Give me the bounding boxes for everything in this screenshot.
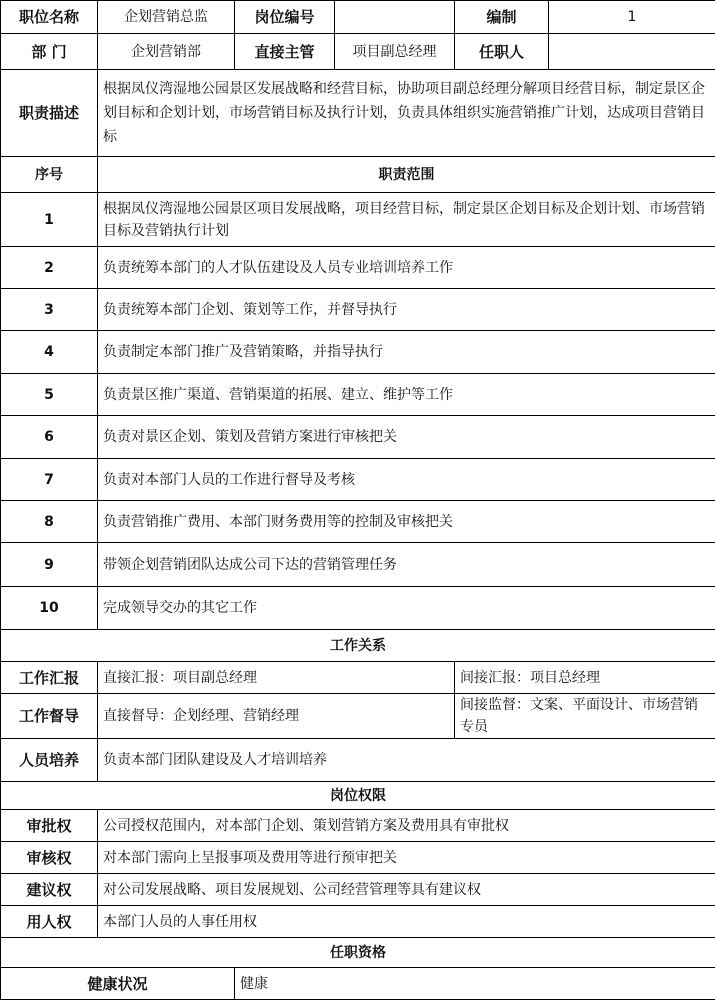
supervise-label: 工作督导: [1, 694, 98, 739]
authority-row: [1, 874, 715, 906]
duty-number: 10: [1, 587, 98, 630]
supervise-row: [1, 694, 715, 739]
training-row: [1, 739, 715, 782]
supervisor-label: 直接主管: [235, 34, 335, 70]
report-direct: 直接汇报：项目副总经理: [98, 662, 455, 694]
duty-text: 负责制定本部门推广及营销策略，并指导执行: [98, 331, 715, 374]
position-code-value: [335, 1, 455, 34]
training-text: 负责本部门团队建设及人才培训培养: [98, 739, 715, 782]
duty-text: 负责营销推广费用、本部门财务费用等的控制及审核把关: [98, 501, 715, 543]
duty-number: 9: [1, 543, 98, 587]
department-label: 部 门: [1, 34, 98, 70]
relations-title: 工作关系: [1, 630, 715, 662]
duty-row: [1, 543, 715, 587]
headcount-label: 编制: [455, 1, 549, 34]
duty-text: 负责景区推广渠道、营销渠道的拓展、建立、维护等工作: [98, 374, 715, 416]
description-row: [1, 70, 715, 157]
duty-text: 根据凤仪湾湿地公园景区项目发展战略，项目经营目标，制定景区企划目标及企划计划、市场营销目标及营销执行计划: [98, 193, 715, 247]
duty-text: 负责统筹本部门企划、策划等工作，并督导执行: [98, 289, 715, 331]
duty-number: 5: [1, 374, 98, 416]
position-name-label: 职位名称: [1, 1, 98, 34]
duties-no-header: 序号: [1, 157, 98, 193]
authority-row: [1, 842, 715, 874]
duty-text: 负责统筹本部门的人才队伍建设及人员专业培训培养工作: [98, 247, 715, 289]
duty-number: 6: [1, 416, 98, 459]
supervise-indirect: 间接监督：文案、平面设计、市场营销专员: [455, 694, 715, 739]
qualification-title: 任职资格: [1, 938, 715, 968]
supervise-direct: 直接督导：企划经理、营销经理: [98, 694, 455, 739]
duty-number: 3: [1, 289, 98, 331]
duty-row: [1, 247, 715, 289]
health-value: 健康: [235, 968, 715, 1000]
department-value: 企划营销部: [98, 34, 235, 70]
health-label: 健康状况: [1, 968, 235, 1000]
duty-row: [1, 374, 715, 416]
report-indirect: 间接汇报：项目总经理: [455, 662, 715, 694]
duty-row: [1, 501, 715, 543]
description-label: 职责描述: [1, 70, 98, 157]
position-code-label: 岗位编号: [235, 1, 335, 34]
duty-text: 带领企划营销团队达成公司下达的营销管理任务: [98, 543, 715, 587]
report-row: [1, 662, 715, 694]
duty-number: 4: [1, 331, 98, 374]
headcount-value: 1: [549, 1, 715, 34]
duty-row: [1, 459, 715, 501]
duty-row: [1, 331, 715, 374]
duty-text: 负责对本部门人员的工作进行督导及考核: [98, 459, 715, 501]
duty-text: 完成领导交办的其它工作: [98, 587, 715, 630]
duty-row: [1, 587, 715, 630]
duty-text: 负责对景区企划、策划及营销方案进行审核把关: [98, 416, 715, 459]
authority-text: 公司授权范围内，对本部门企划、策划营销方案及费用具有审批权: [98, 810, 715, 842]
duties-scope-header: 职责范围: [98, 157, 715, 193]
authority-label: 审批权: [1, 810, 98, 842]
duty-number: 8: [1, 501, 98, 543]
authority-text: 本部门人员的人事任用权: [98, 906, 715, 938]
duty-row: [1, 289, 715, 331]
authority-row: [1, 906, 715, 938]
incumbent-label: 任职人: [455, 34, 549, 70]
authority-label: 审核权: [1, 842, 98, 874]
training-label: 人员培养: [1, 739, 98, 782]
authority-text: 对公司发展战略、项目发展规划、公司经营管理等具有建议权: [98, 874, 715, 906]
position-name-value: 企划营销总监: [98, 1, 235, 34]
duty-row: [1, 193, 715, 247]
authority-text: 对本部门需向上呈报事项及费用等进行预审把关: [98, 842, 715, 874]
supervisor-value: 项目副总经理: [335, 34, 455, 70]
header-row-2: [1, 34, 715, 70]
qualification-header-row: [1, 938, 715, 968]
health-row: [1, 968, 715, 1000]
description-text: 根据凤仪湾湿地公园景区发展战略和经营目标，协助项目副总经理分解项目经营目标，制定景区企划目标和企划计划，市场营销目标及执行计划，负责具体组织实施营销推广计划，达成项目营销目标: [98, 70, 715, 157]
header-row-1: [1, 1, 715, 34]
authority-label: 建议权: [1, 874, 98, 906]
duty-row: [1, 416, 715, 459]
authority-label: 用人权: [1, 906, 98, 938]
authority-title: 岗位权限: [1, 782, 715, 810]
duties-header-row: [1, 157, 715, 193]
incumbent-value: [549, 34, 715, 70]
relations-header-row: [1, 630, 715, 662]
authority-row: [1, 810, 715, 842]
report-label: 工作汇报: [1, 662, 98, 694]
duty-number: 1: [1, 193, 98, 247]
authority-header-row: [1, 782, 715, 810]
duty-number: 7: [1, 459, 98, 501]
duty-number: 2: [1, 247, 98, 289]
